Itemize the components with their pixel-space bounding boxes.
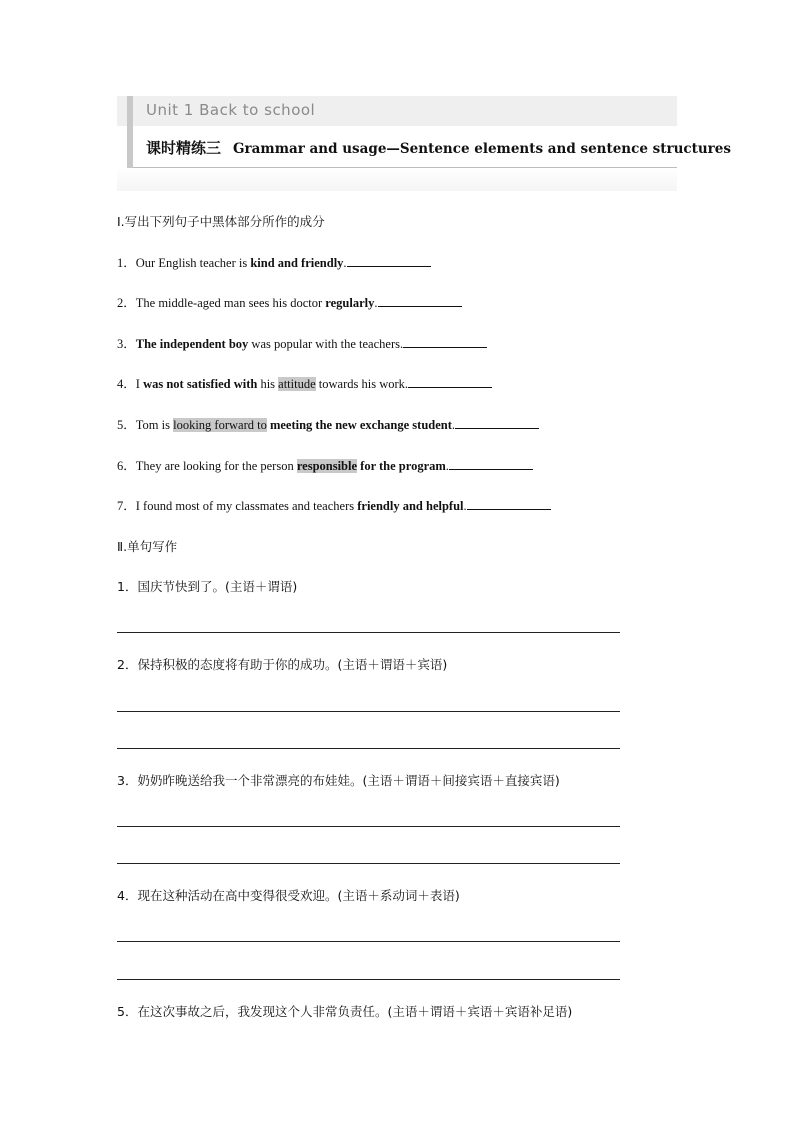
lesson-title-en: Grammar and usage—Sentence elements and sentence structures (233, 141, 731, 157)
section1-title: Ⅰ.写出下列句子中黑体部分所作的成分 (117, 214, 325, 229)
exercise-item-2: 2．The middle-aged man sees his doctor regularly. (117, 294, 462, 312)
answer-blank[interactable] (408, 375, 492, 388)
exercise-item-6: 6．They are looking for the person responsible for the program. (117, 457, 533, 475)
header-divider (133, 167, 677, 168)
answer-line[interactable] (117, 941, 620, 942)
lesson-title-cn: 课时精练三 (146, 139, 222, 157)
answer-blank[interactable] (378, 294, 462, 307)
unit-title: Unit 1 Back to school (146, 101, 316, 119)
answer-blank[interactable] (467, 497, 551, 510)
answer-blank[interactable] (347, 254, 431, 267)
answer-blank[interactable] (449, 457, 533, 470)
writing-item-3: 3．奶奶昨晚送给我一个非常漂亮的布娃娃。(主语＋谓语＋间接宾语＋直接宾语) (117, 773, 560, 788)
lesson-title (146, 137, 731, 158)
exercise-item-7: 7．I found most of my classmates and teachers friendly and helpful. (117, 497, 551, 515)
highlighted-phrase: looking forward to (173, 418, 267, 432)
answer-line[interactable] (117, 826, 620, 827)
exercise-item-1: 1．Our English teacher is kind and friendly. (117, 254, 431, 272)
header-accent-bar (127, 96, 133, 168)
answer-line[interactable] (117, 748, 620, 749)
answer-line[interactable] (117, 711, 620, 712)
answer-line[interactable] (117, 632, 620, 633)
writing-item-5: 5．在这次事故之后，我发现这个人非常负责任。(主语＋谓语＋宾语＋宾语补足语) (117, 1004, 573, 1019)
writing-item-1: 1．国庆节快到了。(主语＋谓语) (117, 579, 298, 594)
writing-item-2: 2．保持积极的态度将有助于你的成功。(主语＋谓语＋宾语) (117, 657, 448, 672)
highlighted-word: responsible (296, 459, 358, 473)
answer-line[interactable] (117, 863, 620, 864)
exercise-item-5: 5．Tom is looking forward to meeting the new exchange student. (117, 416, 539, 434)
exercise-item-3: 3．The independent boy was popular with the teachers. (117, 335, 487, 353)
section2-title: Ⅱ.单句写作 (117, 539, 178, 554)
exercise-item-4: 4．I was not satisfied with his attitude towards his work. (117, 375, 492, 393)
answer-blank[interactable] (403, 335, 487, 348)
highlighted-word: attitude (278, 377, 316, 391)
lesson-header (117, 96, 731, 191)
answer-line[interactable] (117, 979, 620, 980)
writing-item-4: 4．现在这种活动在高中变得很受欢迎。(主语＋系动词＋表语) (117, 888, 460, 903)
answer-blank[interactable] (455, 416, 539, 429)
